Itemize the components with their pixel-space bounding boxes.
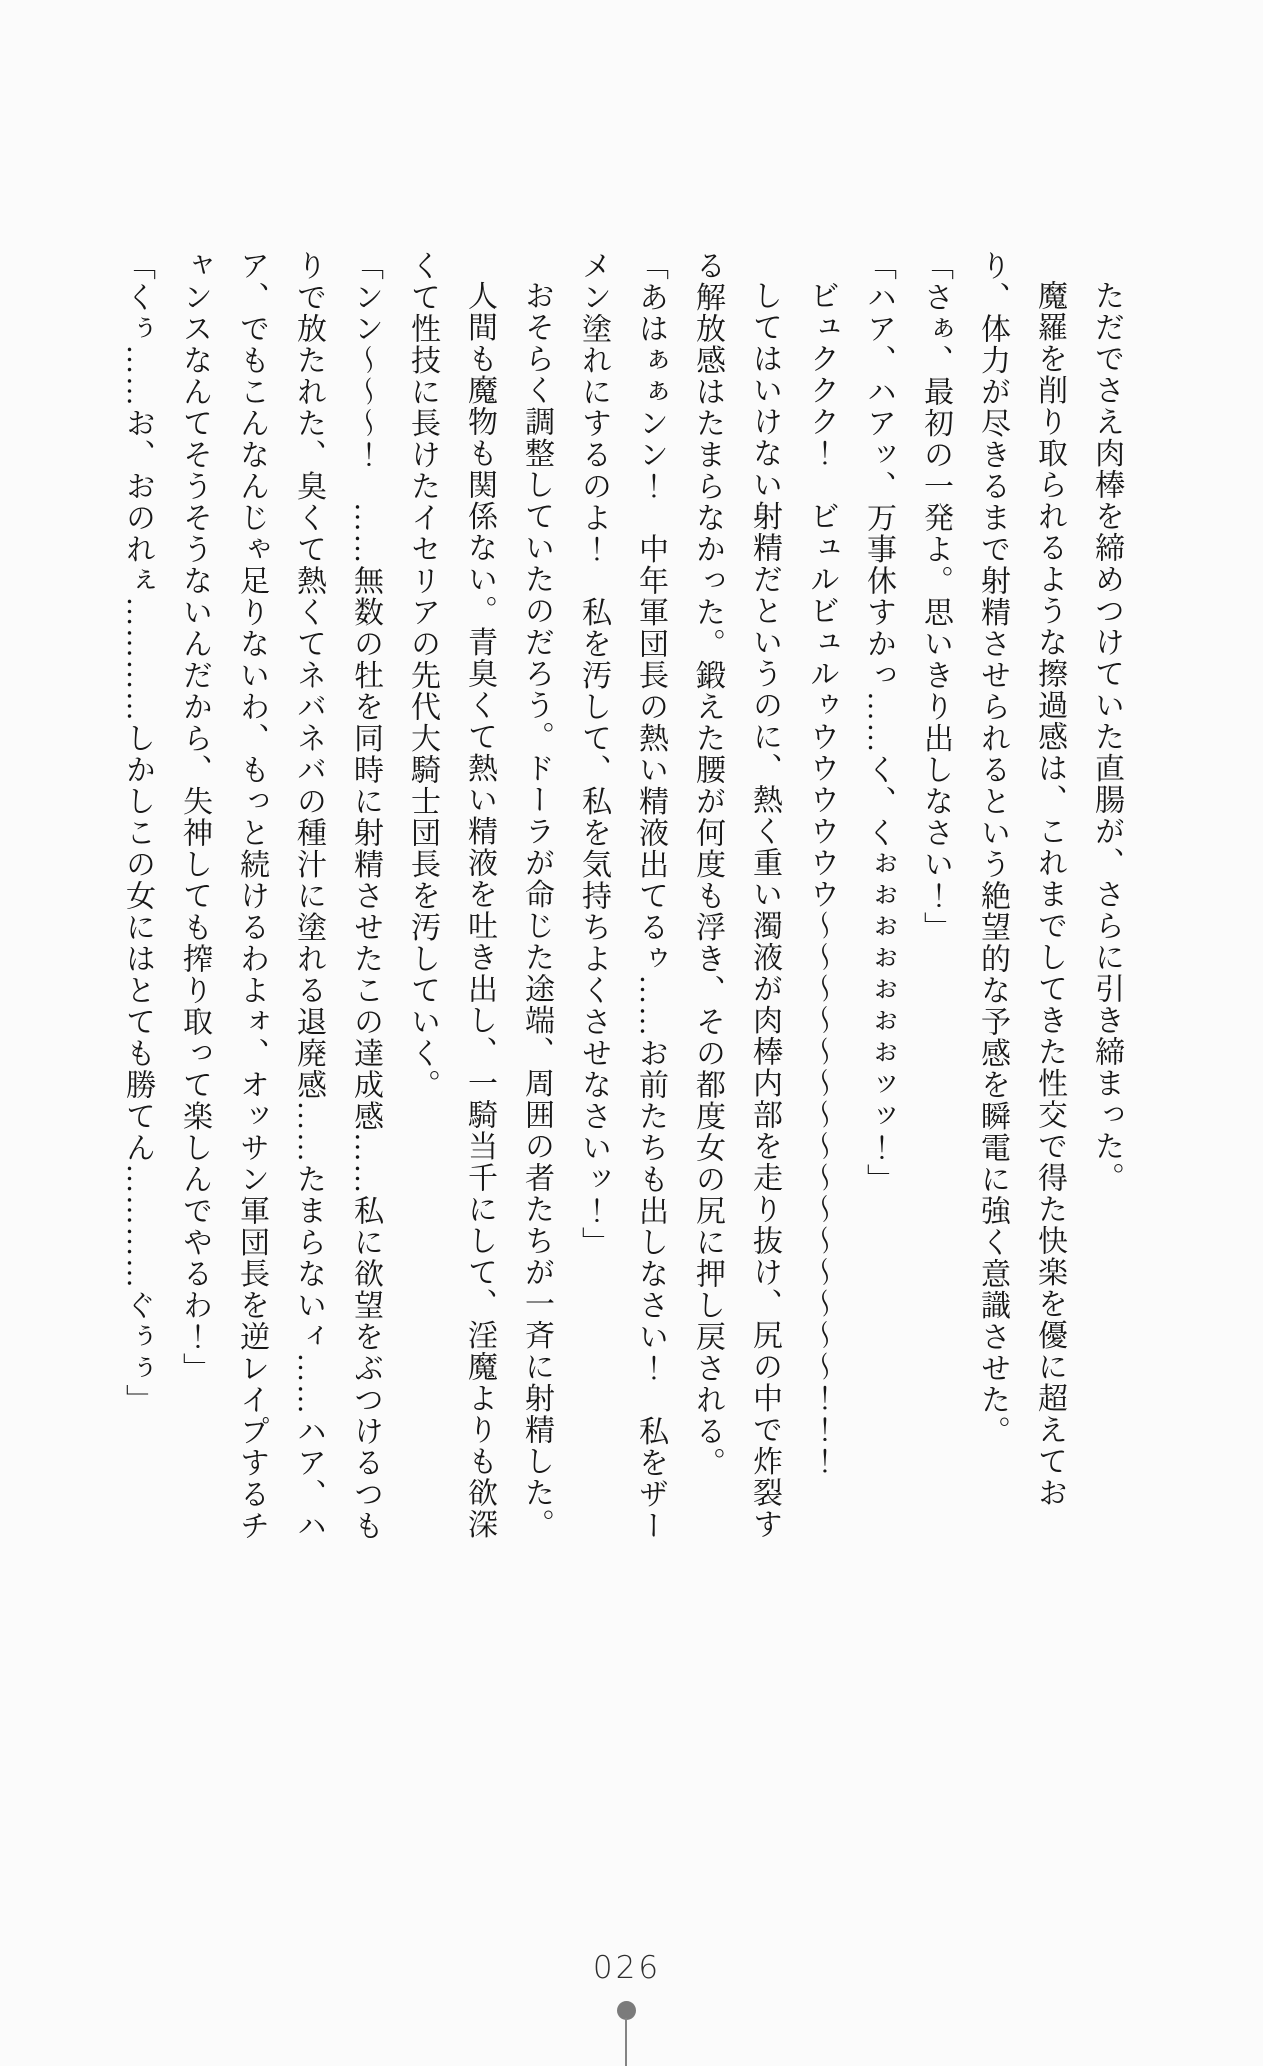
paragraph-4: 「ハア、ハアッ、万事休すかっ……く、くぉぉぉぉぉぉぉッッ！」 bbox=[862, 250, 895, 1195]
vertical-text-block bbox=[109, 250, 1135, 1548]
paragraph-5: ビュククク！ ビュルビュルゥウウウウウウ〜〜〜〜〜〜〜〜〜〜〜〜〜〜〜！！！ bbox=[805, 280, 838, 1477]
paragraph-2: 魔羅を削り取られるような擦過感は、これまでしてきた性交で得た快楽を優に超えており、体力が尽きるまで射精させられるという絶望的な予感を瞬電に強く意識させた。 bbox=[976, 250, 1066, 1509]
paragraph-3: 「さぁ、最初の一発よ。思いきり出しなさい！」 bbox=[919, 250, 952, 943]
page-number: 026 bbox=[592, 1950, 662, 1986]
paragraph-7: 「あはぁぁンン！ 中年軍団長の熱い精液出てるゥ……お前たちも出しなさい！ 私をザーメン塗れにするのよ！ 私を汚して、私を気持ちよくさせなさいッ！」 bbox=[577, 250, 667, 1542]
footer-rule-line bbox=[625, 2018, 627, 2066]
paragraph-11: 「くぅ……お、おのれぇ…………しかしこの女にはとても勝てん…………ぐぅぅ」 bbox=[121, 250, 154, 1416]
paragraph-6: してはいけない射精だというのに、熱く重い濁液が肉棒内部を走り抜け、尻の中で炸裂する解放感はたまらなかった。鍛えた腰が何度も浮き、その都度女の尻に押し戻される。 bbox=[691, 250, 781, 1540]
paragraph-10: 「ンン〜〜〜！ ……無数の牡を同時に射精させたこの達成感……私に欲望をぶつけるつもりで放たれた、臭くて熱くてネバネバの種汁に塗れる退廃感……たまらないィ……ハア、ハア、でもこんなんじゃ足りないわ、もっと続けるわよォ、オッサン軍団長を逆レイプするチャンスなんてそうそうないんだから、失神しても搾り取って楽しんでやるわ！」 bbox=[178, 250, 382, 1542]
paragraph-9: 人間も魔物も関係ない。青臭くて熱い精液を吐き出し、一騎当千にして、淫魔よりも欲深くて性技に長けたイセリアの先代大騎士団長を汚していく。 bbox=[406, 250, 496, 1540]
paragraph-8: おそらく調整していたのだろう。ドーラが命じた途端、周囲の者たちが一斉に射精した。 bbox=[520, 280, 553, 1540]
paragraph-1: ただでさえ肉棒を締めつけていた直腸が、さらに引き締まった。 bbox=[1090, 280, 1123, 1194]
